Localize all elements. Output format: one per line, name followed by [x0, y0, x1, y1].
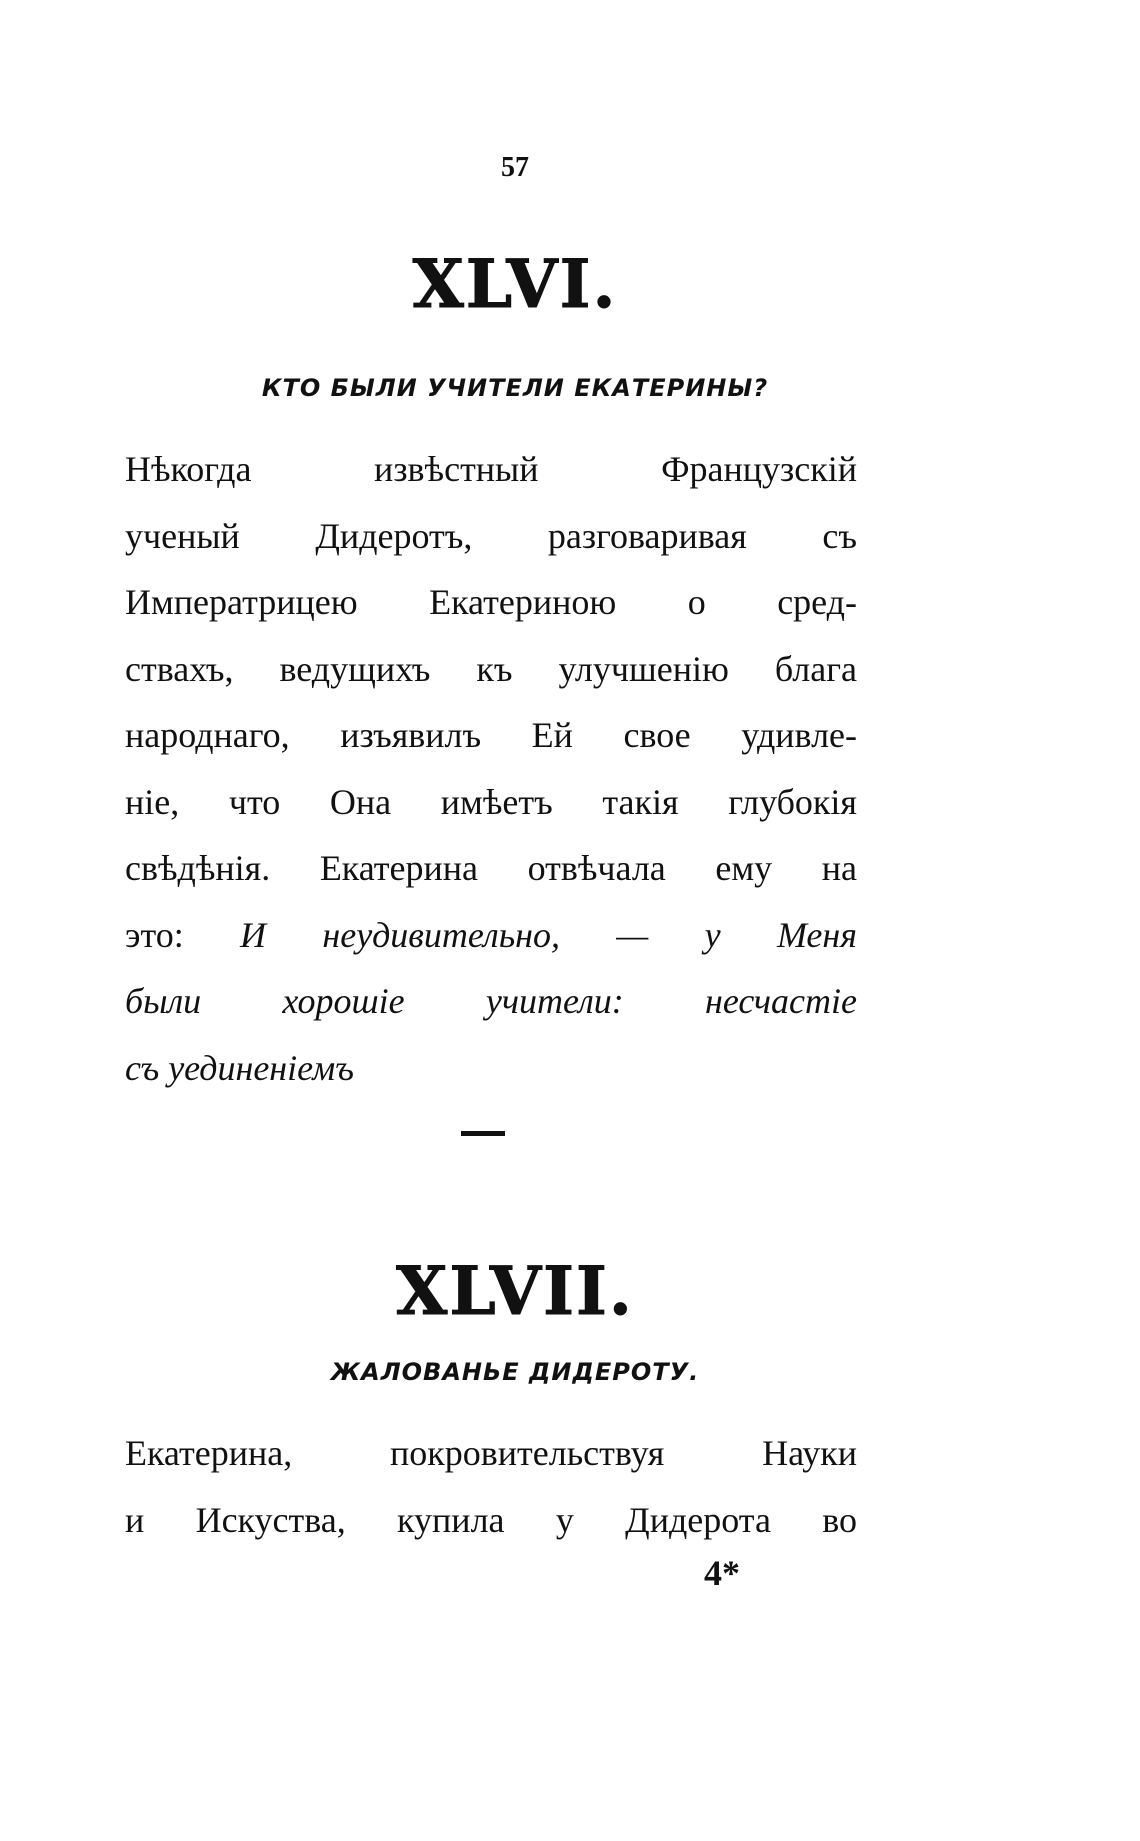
body-line: ніе, что Она имѣетъ такія глубокія	[125, 781, 857, 822]
quote-text: И неудивительно, — у Меня	[240, 914, 857, 955]
body-line-quote-start	[125, 902, 857, 969]
body-line: Императрицею Екатериною о сред-	[125, 582, 857, 622]
body-line: Екатерина, покровительствуя Науки	[125, 1433, 857, 1473]
body-line: народнаго, изъявилъ Ей свое удивле-	[125, 715, 857, 755]
section-divider	[461, 1131, 505, 1136]
body-line: ученый Дидеротъ, разговаривая съ	[125, 515, 857, 556]
body-line: и Искуства, купила у Дидерота во	[125, 1499, 857, 1540]
quote-line: съ уединеніемъ	[125, 1047, 354, 1088]
body-line: ствахъ, ведущихъ къ улучшенію блага	[125, 648, 857, 689]
section-numeral-46: XLVI.	[412, 245, 618, 323]
section-numeral-47: XLVII.	[396, 1252, 634, 1330]
signature-mark: 4*	[704, 1553, 740, 1593]
section-heading-46: КТО БЫЛИ УЧИТЕЛИ ЕКАТЕРИНЫ?	[261, 374, 769, 402]
page-number: 57	[501, 152, 529, 183]
section-body-47	[125, 1420, 857, 1553]
body-line: свѣдѣнія. Екатерина отвѣчала ему на	[125, 848, 857, 888]
section-heading-47: ЖАЛОВАНЬЕ ДИДЕРОТУ.	[330, 1358, 700, 1386]
body-line: Нѣкогда извѣстный Французскій	[125, 449, 857, 489]
section-body-46	[125, 436, 857, 1101]
body-line-prefix: это:	[125, 914, 241, 955]
quote-line: были хорошіе учители: несчастіе	[125, 981, 857, 1021]
